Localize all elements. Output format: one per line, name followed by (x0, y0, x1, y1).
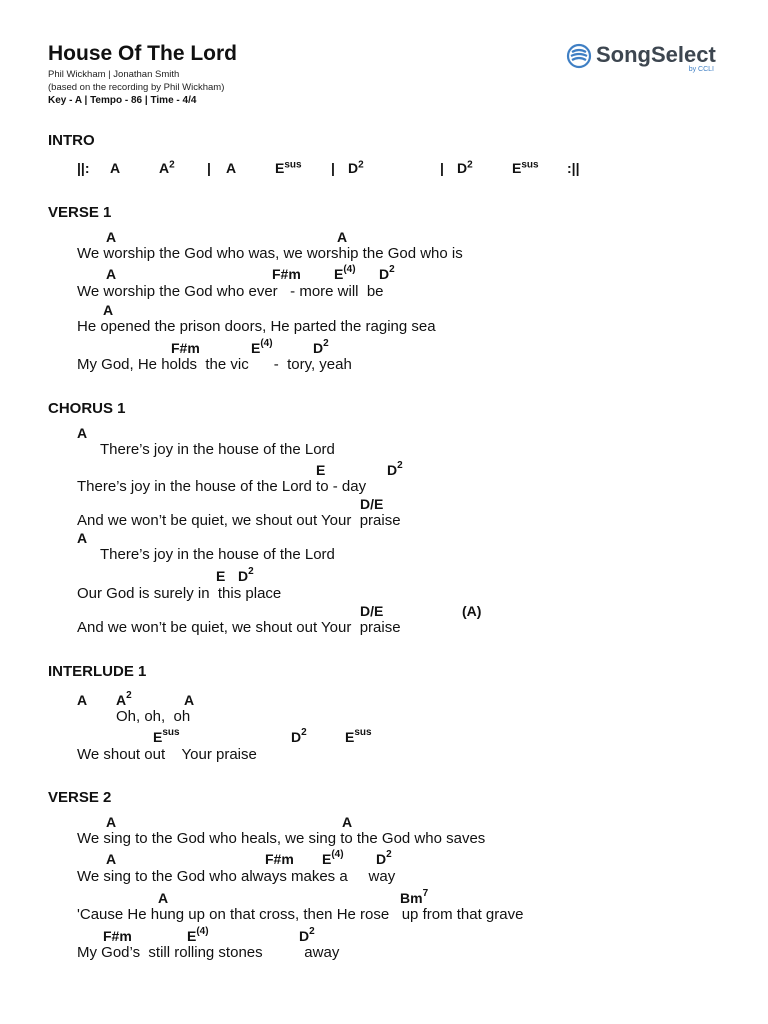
chord: E (316, 462, 326, 478)
chord-root: A (116, 692, 127, 708)
lyric-line: He opened the prison doors, He parted the raging sea (77, 318, 436, 335)
chord-extension: 2 (309, 926, 315, 938)
chord-root: D (348, 160, 359, 176)
chord (291, 729, 307, 745)
chord (299, 928, 315, 944)
chord: F#m (272, 266, 301, 282)
chord-root: E (251, 340, 261, 356)
chord: F#m (265, 851, 294, 867)
chord-extension: (4) (196, 926, 209, 938)
intro-chord (159, 160, 175, 176)
chord-extension: 2 (126, 690, 132, 702)
chord-root: E (334, 266, 344, 282)
chord-root: Bm (400, 890, 423, 906)
lyric-line: There’s joy in the house of the Lord to - day (77, 478, 367, 495)
intro-barline: | (440, 160, 444, 176)
chord-extension: 2 (467, 159, 473, 171)
chord-extension: (4) (331, 849, 344, 861)
chord (322, 851, 344, 867)
chord: A (184, 692, 195, 708)
song-based-on: (based on the recording by Phil Wickham) (48, 82, 225, 93)
chord-root: D (387, 462, 398, 478)
logo-name: SongSelect (596, 42, 716, 67)
chord-extension: sus (284, 159, 302, 171)
intro-barline: | (207, 160, 211, 176)
section-verse-2: VERSE 2 (48, 789, 112, 806)
chord-extension: 2 (169, 159, 175, 171)
lyric-line: We worship the God who ever - more will be (77, 283, 384, 300)
chord-root: D (313, 340, 324, 356)
chord: A (342, 814, 353, 830)
chord (376, 851, 392, 867)
chord-extension: sus (354, 727, 372, 739)
intro-repeat-end: :|| (567, 160, 580, 176)
intro-chord: A (226, 160, 237, 176)
chord-extension: 2 (323, 338, 329, 350)
songselect-logo (566, 42, 726, 76)
chord-extension: 2 (248, 566, 254, 578)
chord-root: E (345, 729, 355, 745)
intro-chord (275, 160, 302, 176)
chord: A (106, 266, 117, 282)
lyric-line: My God’s still rolling stones away (77, 944, 340, 961)
intro-barline: | (331, 160, 335, 176)
chord (187, 928, 209, 944)
lyric-line: And we won’t be quiet, we shout out Your praise (77, 512, 401, 529)
intro-chord (512, 160, 539, 176)
chord (400, 890, 428, 906)
logo-byline: by CCLI (688, 66, 714, 73)
chord-extension: 2 (301, 727, 307, 739)
chord-root: D (238, 568, 249, 584)
chord: A (103, 302, 114, 318)
chord-extension: sus (162, 727, 180, 739)
chord: F#m (103, 928, 132, 944)
chord-root: A (159, 160, 170, 176)
chord: A (77, 692, 88, 708)
section-intro: INTRO (48, 132, 95, 149)
chord-root: D (291, 729, 302, 745)
chord (387, 462, 403, 478)
chord (238, 568, 254, 584)
chord-extension: 2 (386, 849, 392, 861)
chord-root: E (512, 160, 522, 176)
lyric-line: We sing to the God who always makes a way (77, 868, 396, 885)
chord (379, 266, 395, 282)
chord: A (337, 229, 348, 245)
lyric-line: We sing to the God who heals, we sing to the God who saves (77, 830, 486, 847)
chord: (A) (462, 603, 482, 619)
chord-root: D (299, 928, 310, 944)
intro-chord: A (110, 160, 121, 176)
song-title: House Of The Lord (48, 42, 237, 65)
intro-chord (457, 160, 473, 176)
chord-extension: (4) (343, 264, 356, 276)
chord-extension: 2 (358, 159, 364, 171)
chord (116, 692, 132, 708)
intro-chord (348, 160, 364, 176)
chord-root: E (153, 729, 163, 745)
chord: F#m (171, 340, 200, 356)
chord: A (106, 851, 117, 867)
lyric-line: There’s joy in the house of the Lord (100, 441, 335, 458)
chord: A (77, 530, 88, 546)
song-authors: Phil Wickham | Jonathan Smith (48, 69, 180, 80)
chord-extension: 2 (397, 460, 403, 472)
lyric-line: There’s joy in the house of the Lord (100, 546, 335, 563)
chord: D/E (360, 496, 384, 512)
chord: A (158, 890, 169, 906)
chord-root: E (275, 160, 285, 176)
chord-extension: (4) (260, 338, 273, 350)
chord (153, 729, 180, 745)
song-key-tempo-time: Key - A | Tempo - 86 | Time - 4/4 (48, 95, 197, 106)
lyric-line: Our God is surely in this place (77, 585, 282, 602)
intro-repeat-start: ||: (77, 160, 90, 176)
chord-root: D (376, 851, 387, 867)
chord-extension: 7 (422, 888, 429, 900)
section-verse-1: VERSE 1 (48, 204, 112, 221)
chord-root: E (187, 928, 197, 944)
section-interlude-1: INTERLUDE 1 (48, 663, 147, 680)
lyric-line: We worship the God who was, we worship the God who is (77, 245, 463, 262)
chord: E (216, 568, 226, 584)
chord (334, 266, 356, 282)
lyric-line: 'Cause He hung up on that cross, then He rose up from that grave (77, 906, 524, 923)
chord (345, 729, 372, 745)
chord: D/E (360, 603, 384, 619)
lyric-line: My God, He holds the vic - tory, yeah (77, 356, 352, 373)
chord (313, 340, 329, 356)
chord-root: D (379, 266, 390, 282)
lyric-line: Oh, oh, oh (116, 708, 191, 725)
chord-extension: 2 (389, 264, 395, 276)
lyric-line: We shout out Your praise (77, 746, 257, 763)
chord: A (106, 229, 117, 245)
section-chorus-1: CHORUS 1 (48, 400, 126, 417)
chord-root: E (322, 851, 332, 867)
chord: A (106, 814, 117, 830)
lyric-line: And we won’t be quiet, we shout out Your praise (77, 619, 401, 636)
chord (251, 340, 273, 356)
chord: A (77, 425, 88, 441)
songselect-logo-icon (566, 43, 592, 69)
chord-root: D (457, 160, 468, 176)
chord-extension: sus (521, 159, 539, 171)
